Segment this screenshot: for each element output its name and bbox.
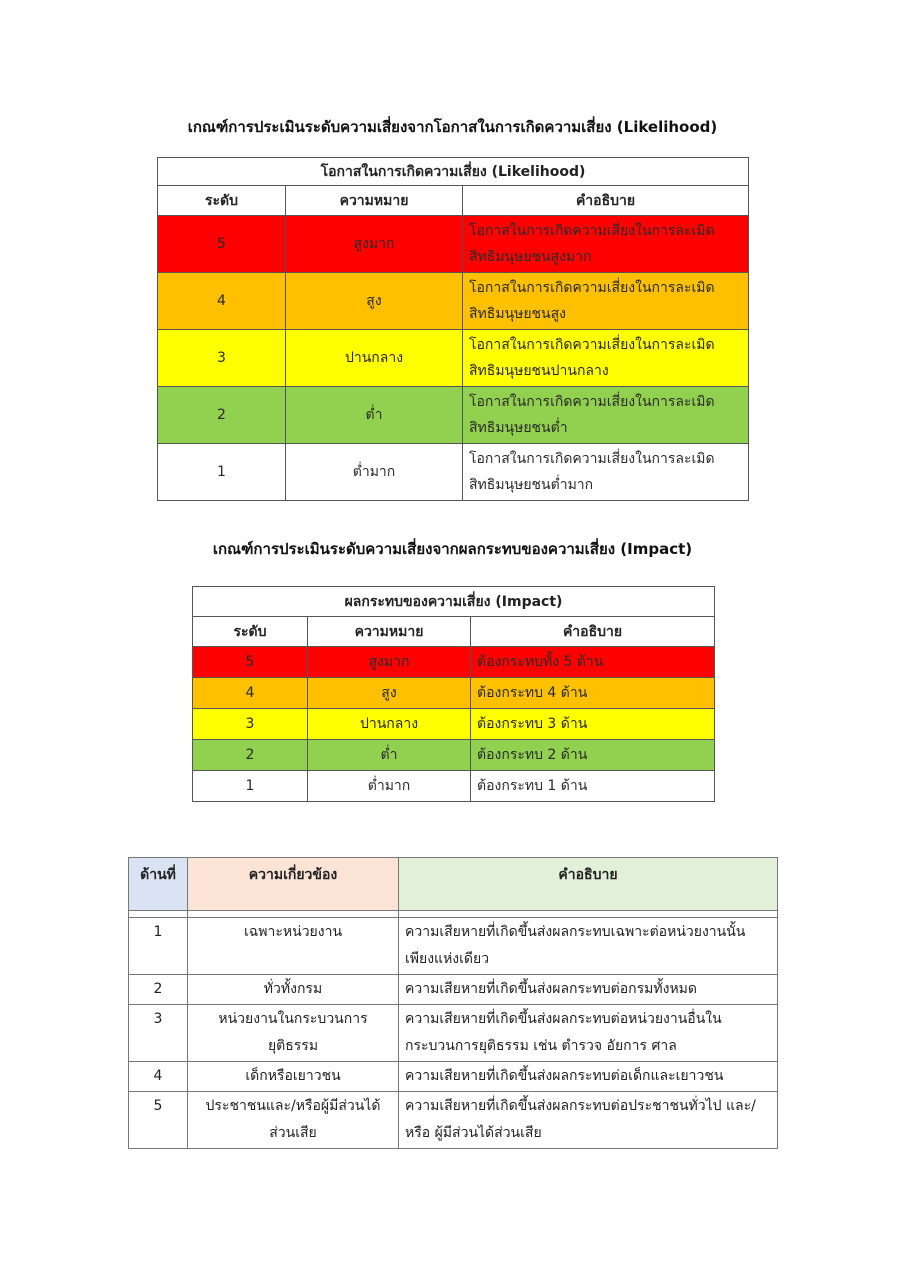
level-cell: 3 bbox=[193, 709, 308, 740]
level-cell: 4 bbox=[158, 273, 286, 330]
description-cell: ต้องกระทบ 3 ด้าน bbox=[471, 709, 715, 740]
table-row bbox=[193, 740, 715, 771]
stakeholder-table bbox=[128, 857, 778, 1149]
description-cell: ความเสียหายที่เกิดขึ้นส่งผลกระทบต่อกรมทั้งหมด bbox=[399, 975, 778, 1005]
table-row bbox=[193, 678, 715, 709]
relation-cell: หน่วยงานในกระบวนการยุติธรรม bbox=[188, 1005, 399, 1062]
description-cell: ความเสียหายที่เกิดขึ้นส่งผลกระทบเฉพาะต่อหน่วยงานนั้นเพียงแห่งเดียว bbox=[399, 918, 778, 975]
likelihood-table-caption: โอกาสในการเกิดความเสี่ยง (Likelihood) bbox=[158, 158, 749, 186]
meaning-cell: ต่ำ bbox=[308, 740, 471, 771]
level-cell: 3 bbox=[158, 330, 286, 387]
meaning-cell: สูง bbox=[286, 273, 463, 330]
table-row bbox=[129, 1005, 778, 1062]
likelihood-table bbox=[157, 157, 749, 501]
aspect-no-cell: 3 bbox=[129, 1005, 188, 1062]
aspect-no-cell: 4 bbox=[129, 1062, 188, 1092]
table-row bbox=[158, 216, 749, 273]
table-row bbox=[193, 709, 715, 740]
meaning-cell: สูง bbox=[308, 678, 471, 709]
aspect-no-cell: 1 bbox=[129, 918, 188, 975]
table-row bbox=[129, 975, 778, 1005]
table-row bbox=[158, 273, 749, 330]
relation-cell: เฉพาะหน่วยงาน bbox=[188, 918, 399, 975]
column-header-description: คำอธิบาย bbox=[463, 186, 749, 216]
table-row bbox=[158, 330, 749, 387]
column-header-aspect-no: ด้านที่ bbox=[129, 858, 188, 911]
level-cell: 4 bbox=[193, 678, 308, 709]
description-cell: ต้องกระทบ 4 ด้าน bbox=[471, 678, 715, 709]
level-cell: 2 bbox=[193, 740, 308, 771]
aspect-no-cell: 2 bbox=[129, 975, 188, 1005]
relation-cell: ทั่วทั้งกรม bbox=[188, 975, 399, 1005]
description-cell: ต้องกระทบ 1 ด้าน bbox=[471, 771, 715, 802]
description-cell: ความเสียหายที่เกิดขึ้นส่งผลกระทบต่อประชาชนทั่วไป และ/หรือ ผู้มีส่วนได้ส่วนเสีย bbox=[399, 1092, 778, 1149]
column-header-relation: ความเกี่ยวข้อง bbox=[188, 858, 399, 911]
description-cell: ต้องกระทบ 2 ด้าน bbox=[471, 740, 715, 771]
relation-cell: ประชาชนและ/หรือผู้มีส่วนได้ส่วนเสีย bbox=[188, 1092, 399, 1149]
description-cell: โอกาสในการเกิดความเสี่ยงในการละเมิด สิทธิมนุษยชนปานกลาง bbox=[463, 330, 749, 387]
aspect-no-cell: 5 bbox=[129, 1092, 188, 1149]
relation-cell: เด็กหรือเยาวชน bbox=[188, 1062, 399, 1092]
column-header-description: คำอธิบาย bbox=[399, 858, 778, 911]
meaning-cell: สูงมาก bbox=[286, 216, 463, 273]
impact-table-caption: ผลกระทบของความเสี่ยง (Impact) bbox=[193, 587, 715, 617]
column-header-meaning: ความหมาย bbox=[308, 617, 471, 647]
level-cell: 1 bbox=[193, 771, 308, 802]
level-cell: 5 bbox=[158, 216, 286, 273]
table-row bbox=[193, 647, 715, 678]
description-cell: โอกาสในการเกิดความเสี่ยงในการละเมิด สิทธิมนุษยชนต่ำมาก bbox=[463, 444, 749, 501]
level-cell: 2 bbox=[158, 387, 286, 444]
meaning-cell: ปานกลาง bbox=[308, 709, 471, 740]
level-cell: 5 bbox=[193, 647, 308, 678]
table-row bbox=[129, 918, 778, 975]
meaning-cell: ต่ำ bbox=[286, 387, 463, 444]
level-cell: 1 bbox=[158, 444, 286, 501]
column-header-meaning: ความหมาย bbox=[286, 186, 463, 216]
table-row bbox=[158, 387, 749, 444]
table-row bbox=[158, 444, 749, 501]
meaning-cell: ต่ำมาก bbox=[308, 771, 471, 802]
description-cell: ความเสียหายที่เกิดขึ้นส่งผลกระทบต่อหน่วยงานอื่นในกระบวนการยุติธรรม เช่น ตำรวจ อัยการ ศาล bbox=[399, 1005, 778, 1062]
column-header-level: ระดับ bbox=[193, 617, 308, 647]
meaning-cell: สูงมาก bbox=[308, 647, 471, 678]
likelihood-heading: เกณฑ์การประเมินระดับความเสี่ยงจากโอกาสในการเกิดความเสี่ยง (Likelihood) bbox=[187, 118, 718, 136]
impact-table bbox=[192, 586, 715, 802]
meaning-cell: ปานกลาง bbox=[286, 330, 463, 387]
table-row bbox=[129, 1062, 778, 1092]
column-header-level: ระดับ bbox=[158, 186, 286, 216]
table-row bbox=[129, 1092, 778, 1149]
description-cell: โอกาสในการเกิดความเสี่ยงในการละเมิด สิทธิมนุษยชนสูง bbox=[463, 273, 749, 330]
meaning-cell: ต่ำมาก bbox=[286, 444, 463, 501]
table-row bbox=[193, 771, 715, 802]
column-header-description: คำอธิบาย bbox=[471, 617, 715, 647]
description-cell: โอกาสในการเกิดความเสี่ยงในการละเมิด สิทธิมนุษยชนต่ำ bbox=[463, 387, 749, 444]
description-cell: ต้องกระทบทั้ง 5 ด้าน bbox=[471, 647, 715, 678]
description-cell: ความเสียหายที่เกิดขึ้นส่งผลกระทบต่อเด็กและเยาวชน bbox=[399, 1062, 778, 1092]
description-cell: โอกาสในการเกิดความเสี่ยงในการละเมิด สิทธิมนุษยชนสูงมาก bbox=[463, 216, 749, 273]
impact-heading: เกณฑ์การประเมินระดับความเสี่ยงจากผลกระทบของความเสี่ยง (Impact) bbox=[212, 540, 693, 558]
